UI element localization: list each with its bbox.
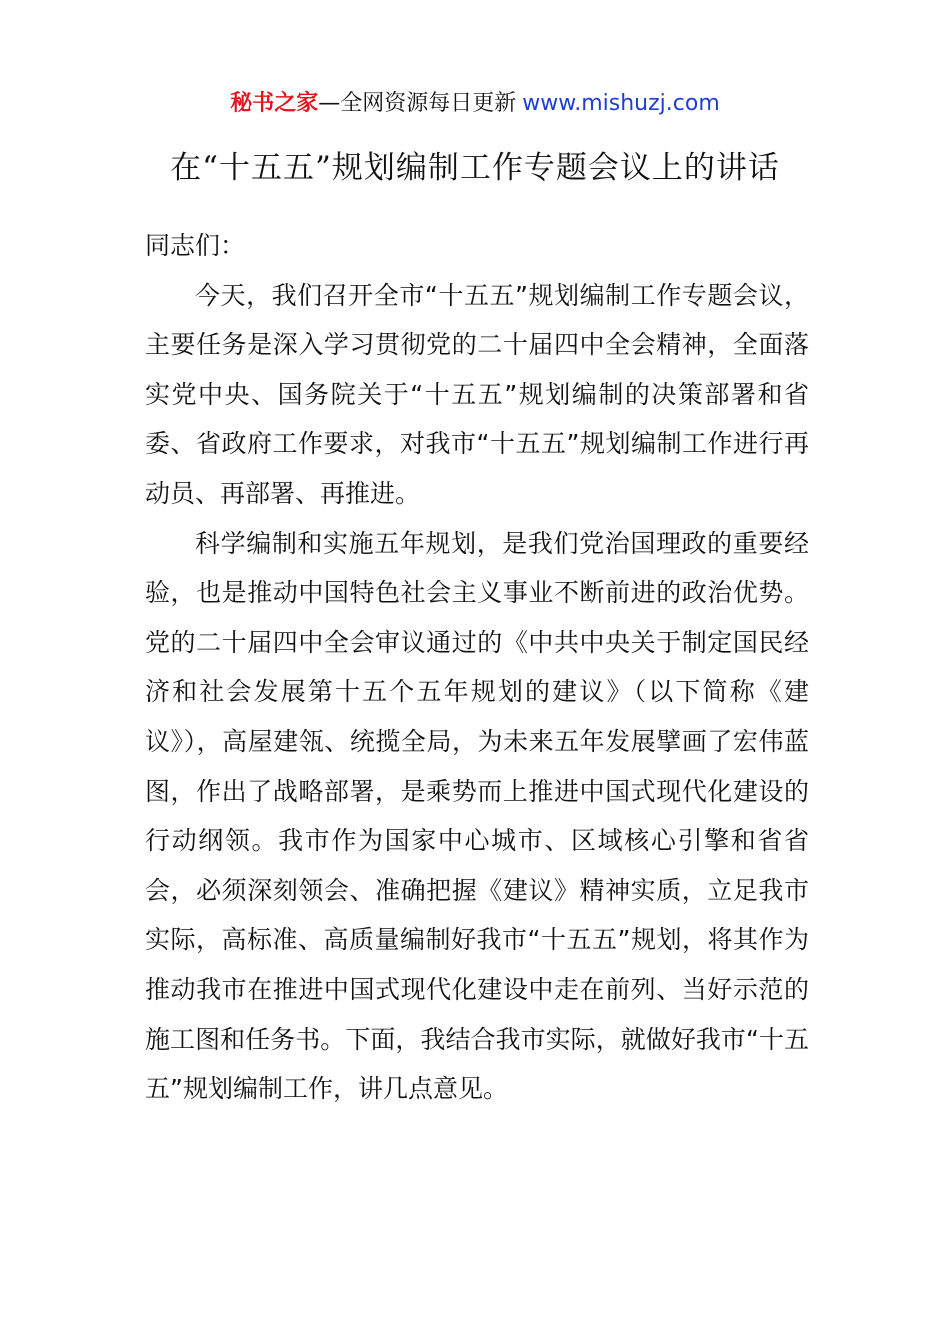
header-dash: — <box>318 91 341 116</box>
paragraph-2: 科学编制和实施五年规划，是我们党治国理政的重要经验，也是推动中国特色社会主义事业不断前进的政治优势。党的二十届四中全会审议通过的《中共中央关于制定国民经济和社会发展第十五个五年规划的建议》（以下简称《建议》），高屋建瓴、统揽全局，为未来五年发展擘画了宏伟蓝图，作出了战略部署，是乘势而上推进中国式现代化建设的行动纲领。我市作为国家中心城市、区域核心引擎和省省会，必须深刻领会、准确把握《建议》精神实质，立足我市实际，高标准、高质量编制好我市“十五五”规划，将其作为推动我市在推进中国式现代化建设中走在前列、当好示范的施工图和任务书。下面，我结合我市实际，就做好我市“十五五”规划编制工作，讲几点意见。 <box>145 528 809 1104</box>
document-body <box>145 221 809 1114</box>
header-slogan: 全网资源每日更新 <box>340 91 517 116</box>
salutation: 同志们： <box>145 231 246 260</box>
paragraph-1: 今天，我们召开全市“十五五”规划编制工作专题会议，主要任务是深入学习贯彻党的二十届四中全会精神，全面落实党中央、国务院关于“十五五”规划编制的决策部署和省委、省政府工作要求，对我市“十五五”规划编制工作进行再动员、再部署、再推进。 <box>145 280 809 508</box>
site-url-link[interactable]: www.mishuzj.com <box>522 91 720 116</box>
document-title: 在“十五五”规划编制工作专题会议上的讲话 <box>170 150 780 186</box>
site-header <box>0 88 950 120</box>
brand-name: 秘书之家 <box>230 91 319 116</box>
